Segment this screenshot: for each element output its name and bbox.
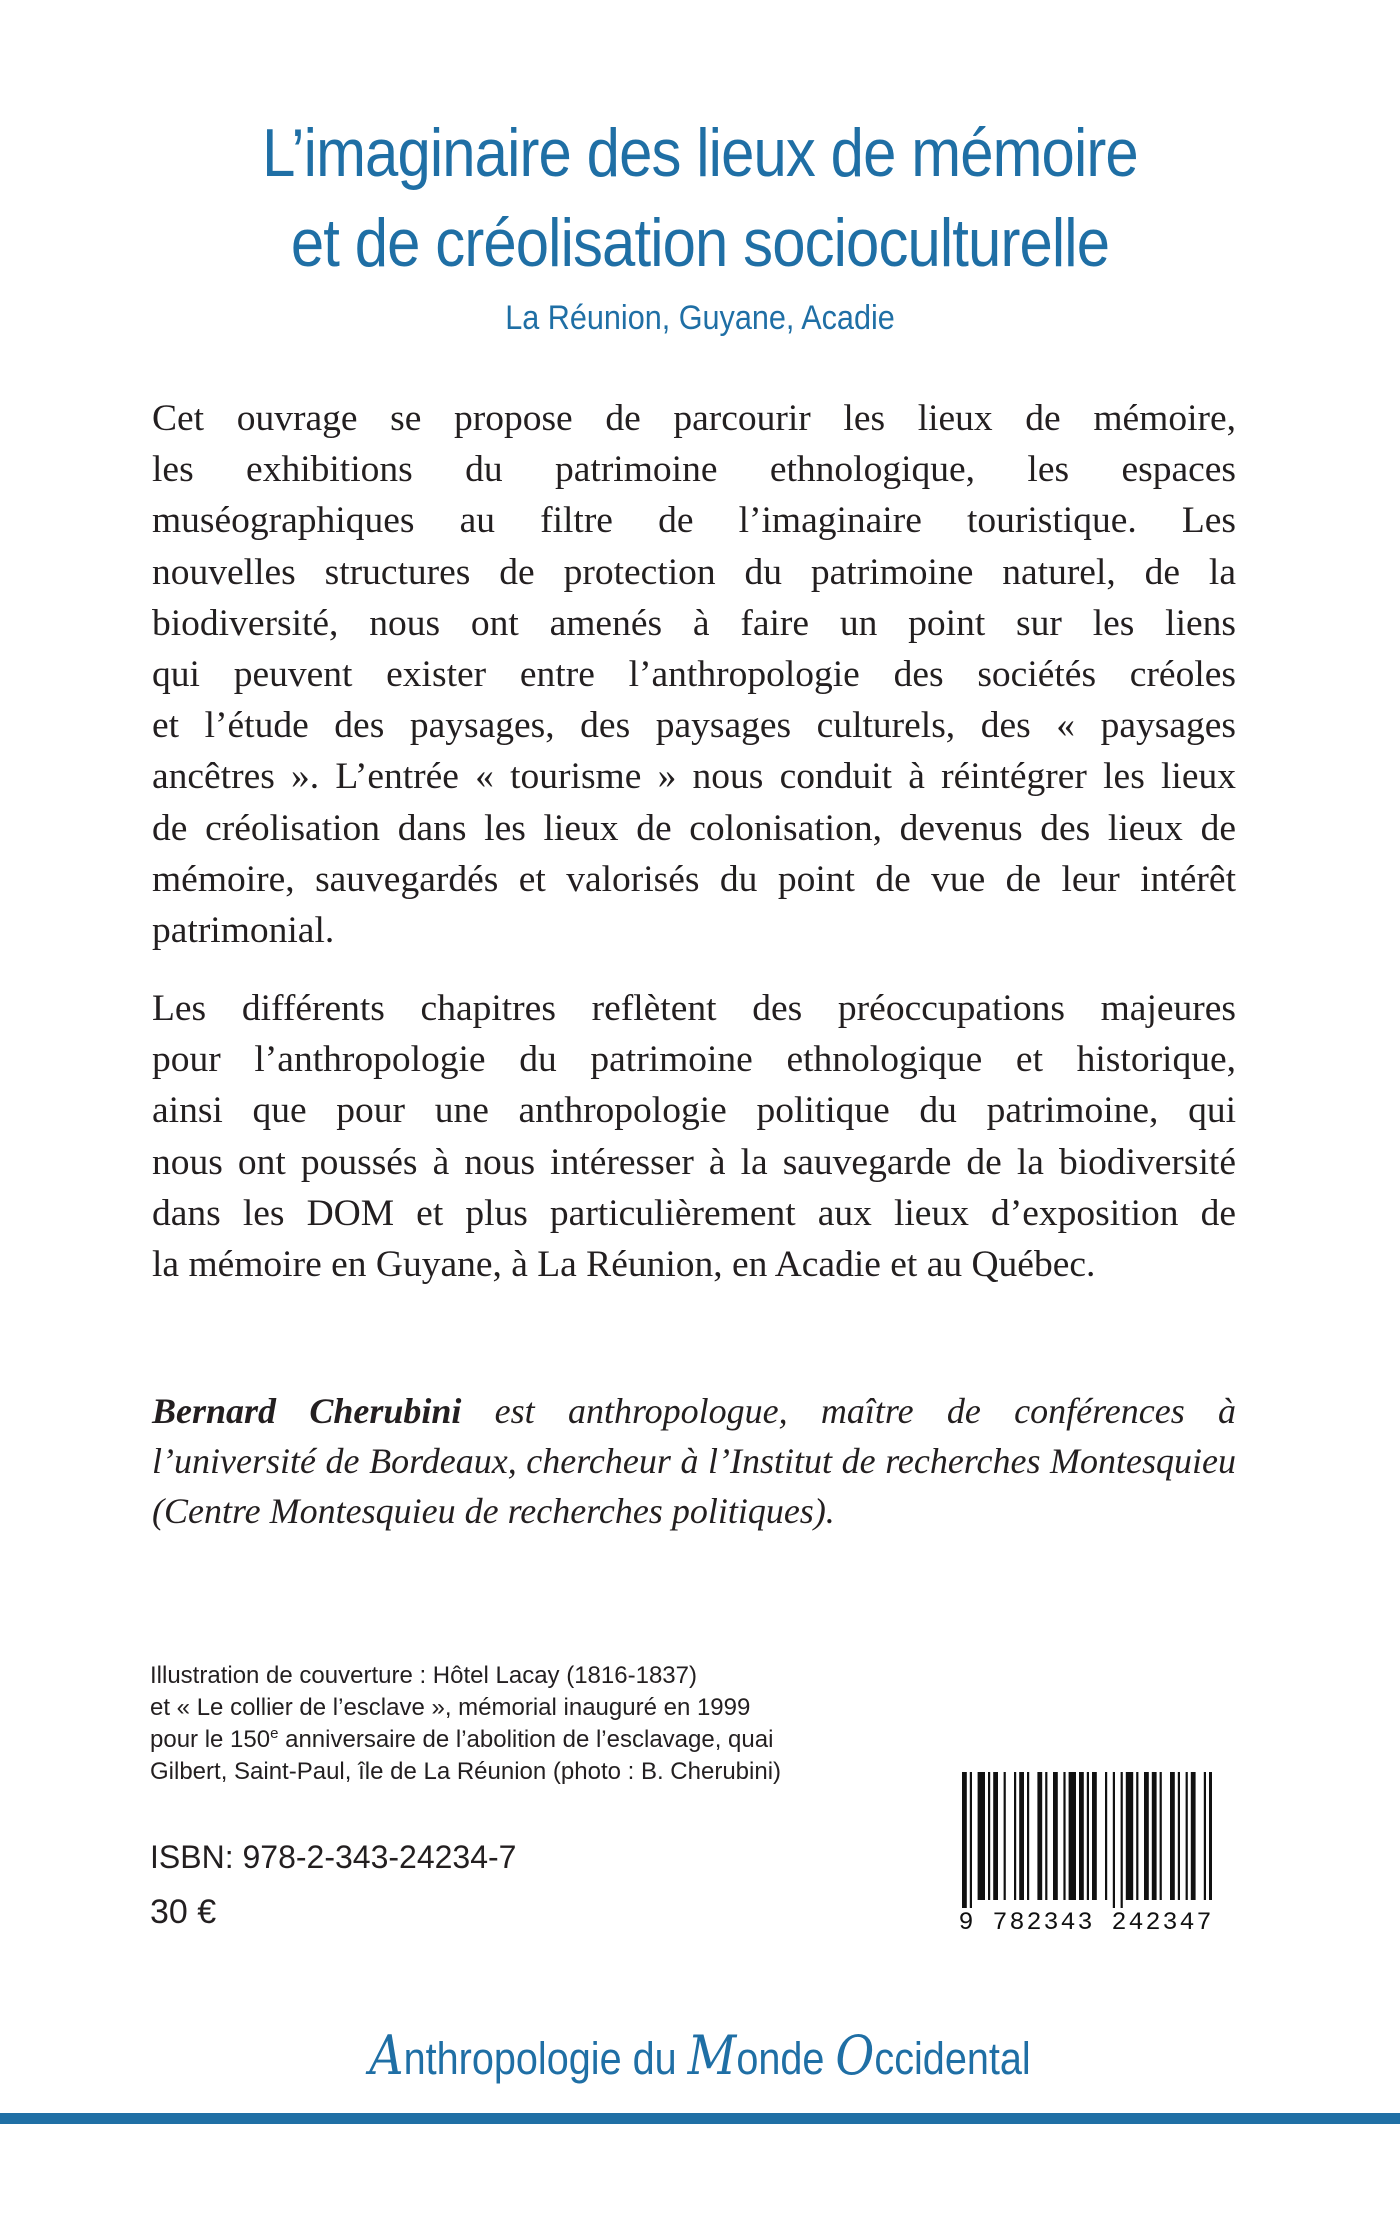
- barcode-bar: [1144, 1772, 1149, 1900]
- bio-line: (Centre Montesquieu de recherches politiques).: [152, 1491, 835, 1531]
- barcode-bar: [1121, 1772, 1123, 1908]
- barcode-bar: [1170, 1772, 1175, 1900]
- text-line: la mémoire en Guyane, à La Réunion, en Acadie et au Québec.: [152, 1244, 1096, 1286]
- series-initial: A: [369, 2024, 404, 2087]
- barcode-bar: [1152, 1772, 1157, 1900]
- text-line: de créolisation dans les lieux de colonisation, devenus des lieux de: [152, 807, 1236, 849]
- series-text: ccidental: [874, 2033, 1031, 2084]
- barcode-bars-icon: [960, 1772, 1212, 1908]
- barcode-bar: [1092, 1772, 1097, 1900]
- series-initial: M: [687, 2024, 737, 2087]
- barcode-bar: [1037, 1772, 1042, 1900]
- text-line: dans les DOM et plus particulièrement aux lieux d’exposition de: [152, 1192, 1236, 1234]
- text-line: muséographiques au filtre de l’imaginaire touristique. Les: [152, 500, 1236, 542]
- barcode-bar: [1105, 1772, 1107, 1900]
- barcode-bar: [1209, 1772, 1212, 1900]
- barcode-number: 9 782343 242347: [958, 1908, 1214, 1937]
- credit-line: Illustration de couverture : Hôtel Lacay (1816-1837): [150, 1662, 697, 1689]
- barcode-bar: [1160, 1772, 1162, 1900]
- text-line: et l’étude des paysages, des paysages culturels, des « paysages: [152, 705, 1236, 747]
- text-line: Les différents chapitres reflètent des préoccupations majeures: [152, 988, 1236, 1029]
- text-line: ainsi que pour une anthropologie politique du patrimoine, qui: [152, 1090, 1236, 1132]
- barcode-bar: [1027, 1772, 1029, 1900]
- barcode-bar: [1004, 1772, 1006, 1900]
- author-name: Bernard Cherubini: [152, 1391, 462, 1431]
- series-initial: O: [835, 2024, 875, 2087]
- barcode-bar: [962, 1772, 967, 1908]
- isbn: ISBN: 978-2-343-24234-7: [150, 1839, 517, 1875]
- barcode-bar: [978, 1772, 985, 1900]
- text-line: nouvelles structures de protection du patrimoine naturel, de la: [152, 551, 1236, 593]
- text-line: ancêtres ». L’entrée « tourisme » nous conduit à réintégrer les lieux: [152, 756, 1236, 798]
- barcode-bar: [1204, 1772, 1206, 1900]
- credit-line: et « Le collier de l’esclave », mémorial inauguré en 1999: [150, 1694, 751, 1721]
- barcode-bar: [970, 1772, 972, 1908]
- barcode-bar: [1079, 1772, 1084, 1900]
- credit-text: pour le 150: [150, 1726, 271, 1753]
- barcode-bar: [993, 1772, 998, 1900]
- bio-line: [152, 1386, 1236, 1436]
- text-line: mémoire, sauvegardés et valorisés du point de vue de leur intérêt: [152, 858, 1236, 900]
- text-line: les exhibitions du patrimoine ethnologique, les espaces: [152, 449, 1236, 491]
- barcode-bar: [1186, 1772, 1188, 1900]
- text-line: qui peuvent exister entre l’anthropologie des sociétés créoles: [152, 654, 1236, 696]
- barcode-bar: [1014, 1772, 1016, 1900]
- barcode-bar: [1126, 1772, 1133, 1900]
- text-line: pour l’anthropologie du patrimoine ethnologique et historique,: [152, 1039, 1236, 1081]
- text-line: nous ont poussés à nous intéresser à la sauvegarde de la biodiversité: [152, 1141, 1236, 1183]
- book-title: [84, 108, 1316, 288]
- title-line: L’imaginaire des lieux de mémoire: [262, 115, 1138, 191]
- credit-line: Gilbert, Saint-Paul, île de La Réunion (photo : B. Cherubini): [150, 1758, 782, 1785]
- book-subtitle: La Réunion, Guyane, Acadie: [505, 299, 895, 337]
- author-bio: [152, 1386, 1236, 1536]
- series-text: nthropologie du: [403, 2033, 688, 2084]
- bottom-rule: [0, 2113, 1400, 2124]
- barcode-bar: [1178, 1772, 1180, 1900]
- credit-line: [150, 1724, 830, 1756]
- barcode-bar: [1087, 1772, 1089, 1900]
- summary-paragraph-1: [152, 393, 1236, 956]
- summary-paragraph-2: [152, 983, 1236, 1290]
- text-line: biodiversité, nous ont amenés à faire un point sur les liens: [152, 602, 1236, 644]
- text-line: patrimonial.: [152, 910, 335, 952]
- bio-text: est anthropologue, maître de conférences à: [461, 1391, 1236, 1431]
- barcode: [952, 1762, 1220, 1946]
- bio-line: l’université de Bordeaux, chercheur à l’Institut de recherches Montesquieu: [152, 1441, 1236, 1481]
- series-text: onde: [736, 2033, 836, 2084]
- price: 30 €: [150, 1893, 217, 1931]
- barcode-bar: [1191, 1772, 1196, 1900]
- barcode-bar: [1019, 1772, 1024, 1900]
- ordinal-superscript: e: [270, 1725, 279, 1742]
- text-line: Cet ouvrage se propose de parcourir les lieux de mémoire,: [152, 398, 1236, 439]
- barcode-bar: [1063, 1772, 1065, 1900]
- barcode-bar: [988, 1772, 990, 1900]
- barcode-bar: [1069, 1772, 1076, 1900]
- series-name: [84, 2024, 1316, 2087]
- credit-text: anniversaire de l’abolition de l’esclavage, quai: [278, 1726, 774, 1753]
- barcode-bar: [1113, 1772, 1115, 1908]
- cover-illustration-credit: [150, 1660, 830, 1788]
- barcode-bar: [1136, 1772, 1138, 1900]
- barcode-bar: [1045, 1772, 1047, 1900]
- barcode-bar: [1053, 1772, 1058, 1900]
- title-line: et de créolisation socioculturelle: [290, 205, 1110, 281]
